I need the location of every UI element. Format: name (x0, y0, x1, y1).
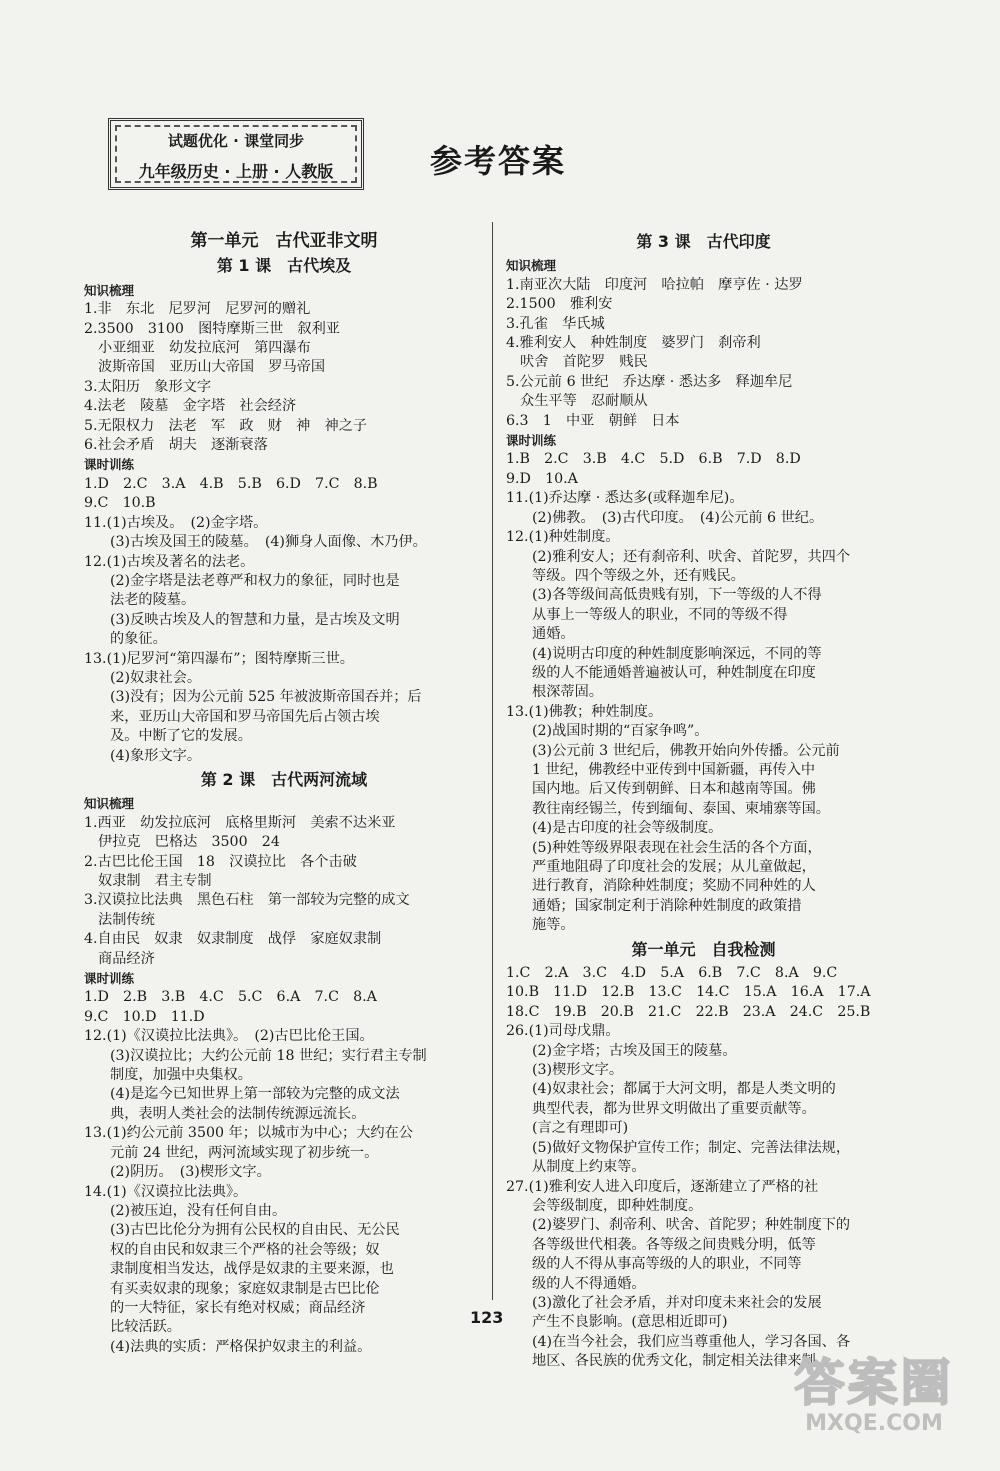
answer-line: 小亚细亚 幼发拉底河 第四瀑布 (98, 340, 311, 357)
answer-line: 1.南亚次大陆 印度河 哈拉帕 摩亨佐 · 达罗 (506, 276, 803, 293)
answer-line: (4)在当今社会，我们应当尊重他人，学习各国、各 (532, 1333, 851, 1350)
answer-line: 产生不良影响。(意思相近即可) (532, 1314, 728, 1331)
answer-line: 11.(1)乔达摩 · 悉达多(或释迦牟尼)。 (506, 490, 744, 507)
answer-line: (3)激化了社会矛盾，并对印度未来社会的发展 (532, 1294, 822, 1311)
answer-line: 级的人不得从事高等级的人的职业，不同等 (532, 1256, 802, 1273)
answer-line: 1 世纪，佛教经中亚传到中国新疆，再传入中 (532, 761, 816, 778)
answer-line: (5)种姓等级界限表现在社会生活的各个方面， (532, 839, 822, 856)
answer-line: 施等。 (532, 917, 575, 934)
answer-line: 5.公元前 6 世纪 乔达摩 · 悉达多 释迦牟尼 (506, 373, 793, 390)
answer-line: 会等级制度，即种姓制度。 (532, 1197, 703, 1214)
section-label: 课时训练 (84, 457, 135, 473)
column-divider (492, 222, 493, 1300)
answer-line: 3.孔雀 华氏城 (506, 315, 605, 332)
answer-line: 13.(1)佛教；种姓制度。 (506, 703, 663, 720)
answer-line: 权的自由民和奴隶三个严格的社会等级；奴 (110, 1241, 380, 1258)
answer-line: 1.西亚 幼发拉底河 底格里斯河 美索不达米亚 (84, 814, 396, 831)
answer-line: (2)金字塔是法老尊严和权力的象征，同时也是 (110, 572, 400, 589)
answer-line: 27.(1)雅利安人进入印度后，逐渐建立了严格的社 (506, 1178, 819, 1195)
answer-line: 有买卖奴隶的现象；家庭奴隶制是古巴比伦 (110, 1280, 380, 1297)
answer-line: 6.社会矛盾 胡夫 逐渐衰落 (84, 437, 268, 454)
answer-line: 6.3 1 中亚 朝鲜 日本 (506, 412, 680, 429)
answer-line: 及。中断了它的发展。 (110, 728, 252, 745)
answer-line: 级的人不能通婚普遍被认可，种姓制度在印度 (532, 664, 816, 681)
section-label: 知识梳理 (84, 282, 135, 298)
watermark-text: 答案圈 (794, 1354, 954, 1412)
right-column (506, 228, 901, 1372)
answer-line: 从制度上约束等。 (532, 1159, 646, 1176)
answer-line: (3)反映古埃及人的智慧和力量，是古埃及文明 (110, 611, 400, 628)
answer-line: (2)雅利安人；还有刹帝利、吠舍、首陀罗，共四个 (532, 548, 851, 565)
answer-line: (3)各等级间高低贵贱有别，下一等级的人不得 (532, 587, 822, 604)
answer-line: 通婚。 (532, 626, 575, 643)
answer-line: 级的人不得通婚。 (532, 1275, 646, 1292)
answer-line: 比较活跃。 (110, 1319, 181, 1336)
answer-line: 9.C 10.D 11.D (84, 1008, 205, 1025)
answer-line: (4)法典的实质：严格保护奴隶主的利益。 (110, 1338, 372, 1355)
answer-line: 等级。四个等级之外，还有贱民。 (532, 567, 745, 584)
answer-line: (5)做好文物保护宣传工作；制定、完善法律法规， (532, 1139, 851, 1156)
answer-line: 1.D 2.B 3.B 4.C 5.C 6.A 7.C 8.A (84, 989, 377, 1006)
answer-line: 法老的陵墓。 (110, 592, 196, 609)
badge-line-2: 九年级历史 · 上册 · 人教版 (138, 162, 334, 181)
section-label: 知识梳理 (506, 258, 557, 274)
answer-line: 4.雅利安人 种姓制度 婆罗门 刹帝利 (506, 335, 761, 352)
answer-line: 2.3500 3100 图特摩斯三世 叙利亚 (84, 320, 340, 337)
answer-line: 1.C 2.A 3.C 4.D 5.A 6.B 7.C 8.A 9.C (506, 965, 838, 982)
answer-line: 奴隶制 君主专制 (98, 873, 212, 889)
answer-line: (4)说明古印度的种姓制度影响深远，不同的等 (532, 645, 822, 662)
left-column (84, 228, 484, 1357)
answer-line: 众生平等 忍耐顺从 (520, 393, 648, 410)
answer-line: 5.无限权力 法老 军 政 财 神 神之子 (84, 417, 368, 434)
answer-line: 从事上一等级人的职业，不同的等级不得 (532, 606, 788, 623)
answer-line: 12.(1)《汉谟拉比法典》。 (2)古巴比伦王国。 (84, 1028, 374, 1045)
answer-line: (2)战国时期的“百家争鸣”。 (532, 723, 709, 740)
answer-line: (4)是古印度的社会等级制度。 (532, 820, 723, 837)
answer-line: (3)楔形文字。 (532, 1062, 624, 1079)
answer-line: 26.(1)司母戊鼎。 (506, 1023, 620, 1040)
answer-line: 教往南经锡兰，传到缅甸、泰国、柬埔寨等国。 (532, 800, 830, 817)
lesson-heading: 第一单元 自我检测 (631, 939, 776, 959)
answer-line: (2)佛教。 (3)古代印度。 (4)公元前 6 世纪。 (532, 509, 824, 526)
answer-line: (3)古巴比伦分为拥有公民权的自由民、无公民 (110, 1222, 400, 1239)
answer-line: (3)汉谟拉比；大约公元前 18 世纪；实行君主专制 (110, 1047, 427, 1064)
book-series-badge (108, 118, 364, 190)
answer-line: 严重地阻碍了印度社会的发展；从儿童做起， (532, 859, 816, 875)
answer-line: 18.C 19.B 20.B 21.C 22.B 23.A 24.C 25.B (506, 1003, 871, 1020)
answer-line: (4)奴隶社会；都属于大河文明，都是人类文明的 (532, 1081, 836, 1098)
answer-line: 典型代表，都为世界文明做出了重要贡献等。 (532, 1100, 816, 1117)
answer-line: 13.(1)约公元前 3500 年；以城市为中心；大约在公 (84, 1125, 413, 1142)
answer-line: 13.(1)尼罗河“第四瀑布”；图特摩斯三世。 (84, 650, 354, 667)
answer-line: 制度，加强中央集权。 (110, 1067, 252, 1084)
answer-line: (3)古埃及国王的陵墓。 (4)狮身人面像、木乃伊。 (110, 534, 427, 551)
answer-line: 10.B 11.D 12.B 13.C 14.C 15.A 16.A 17.A (506, 984, 871, 1001)
answer-line: (4)是迄今已知世界上第一部较为完整的成文法 (110, 1086, 400, 1103)
answer-line: 9.D 10.A (506, 470, 578, 487)
answer-line: (2)被压迫，没有任何自由。 (110, 1202, 287, 1219)
answer-line: 波斯帝国 亚历山大帝国 罗马帝国 (98, 359, 326, 376)
answer-line: 国内地。后又传到朝鲜、日本和越南等国。佛 (532, 781, 816, 798)
lesson-heading: 第 3 课 古代印度 (636, 232, 771, 251)
answer-line: 1.D 2.C 3.A 4.B 5.B 6.D 7.C 8.B (84, 475, 378, 492)
answer-line: 典，表明人类社会的法制传统源远流长。 (110, 1105, 366, 1122)
answer-line: 1.非 东北 尼罗河 尼罗河的赠礼 (84, 301, 311, 318)
answer-line: (2)婆罗门、刹帝利、吠舍、首陀罗；种姓制度下的 (532, 1217, 851, 1234)
answer-line: 2.1500 雅利安 (506, 296, 613, 313)
answer-line: 的一大特征，家长有绝对权威；商品经济 (110, 1299, 366, 1316)
answer-line: 的象征。 (110, 631, 167, 648)
answer-line: (3)没有；因为公元前 525 年被波斯帝国吞并；后 (110, 689, 422, 706)
answer-line: (2)金字塔；古埃及国王的陵墓。 (532, 1042, 737, 1059)
answer-line: (3)公元前 3 世纪后，佛教开始向外传播。公元前 (532, 742, 840, 759)
answer-line: (言之有理即可) (532, 1120, 629, 1137)
answer-line: 2.古巴比伦王国 18 汉谟拉比 各个击破 (84, 853, 357, 870)
answer-line: 各等级世代相袭。各等级之间贵贱分明，低等 (532, 1236, 816, 1253)
answer-line: 通婚；国家制定利于消除种姓制度的政策措 (532, 897, 802, 914)
answer-line: 9.C 10.B (84, 495, 156, 512)
answer-line: 地区、各民族的优秀文化，制定相关法律来制 (532, 1353, 816, 1370)
answer-line: 隶制度相当发达，战俘是奴隶的主要来源，也 (110, 1261, 394, 1278)
answer-line: 12.(1)古埃及著名的法老。 (84, 553, 255, 570)
answer-line: (4)象形文字。 (110, 747, 202, 764)
answer-line: 4.自由民 奴隶 奴隶制度 战俘 家庭奴隶制 (84, 931, 382, 948)
answer-line: 3.汉谟拉比法典 黑色石柱 第一部较为完整的成文 (84, 892, 410, 909)
answer-line: 根深蒂固。 (532, 684, 603, 701)
answer-line: 4.法老 陵墓 金字塔 社会经济 (84, 398, 297, 415)
page-number: 123 (470, 1308, 504, 1327)
lesson-heading: 第 2 课 古代两河流域 (200, 769, 368, 789)
section-label: 课时训练 (84, 971, 135, 987)
watermark-url: MXQE.COM (805, 1411, 943, 1436)
answer-line: 3.太阳历 象形文字 (84, 378, 212, 395)
answer-line: (2)奴隶社会。 (110, 669, 202, 686)
answer-line: 11.(1)古埃及。 (2)金字塔。 (84, 514, 268, 531)
answer-line: 14.(1)《汉谟拉比法典》。 (84, 1183, 248, 1200)
answer-line: 12.(1)种姓制度。 (506, 529, 620, 546)
watermark-logo (774, 1343, 974, 1436)
answer-line: 吠舍 首陀罗 贱民 (520, 354, 648, 371)
section-label: 知识梳理 (84, 796, 135, 812)
answer-line: 来，亚历山大帝国和罗马帝国先后占领古埃 (110, 708, 380, 725)
page-title: 参考答案 (429, 142, 566, 180)
unit-heading: 第一单元 古代亚非文明 (190, 231, 378, 251)
lesson-heading: 第 1 课 古代埃及 (216, 256, 352, 276)
answer-line: 伊拉克 巴格达 3500 24 (98, 834, 280, 851)
answer-line: 法制传统 (98, 911, 155, 928)
section-label: 课时训练 (506, 433, 557, 449)
badge-line-1: 试题优化 · 课堂同步 (167, 132, 305, 150)
answer-line: 商品经济 (98, 950, 155, 967)
answer-line: 元前 24 世纪，两河流域实现了初步统一。 (110, 1144, 379, 1161)
answer-line: (2)阴历。 (3)楔形文字。 (110, 1164, 271, 1181)
answer-line: 1.B 2.C 3.B 4.C 5.D 6.B 7.D 8.D (506, 451, 801, 468)
answer-line: 进行教育，消除种姓制度；奖励不同种姓的人 (532, 878, 816, 895)
